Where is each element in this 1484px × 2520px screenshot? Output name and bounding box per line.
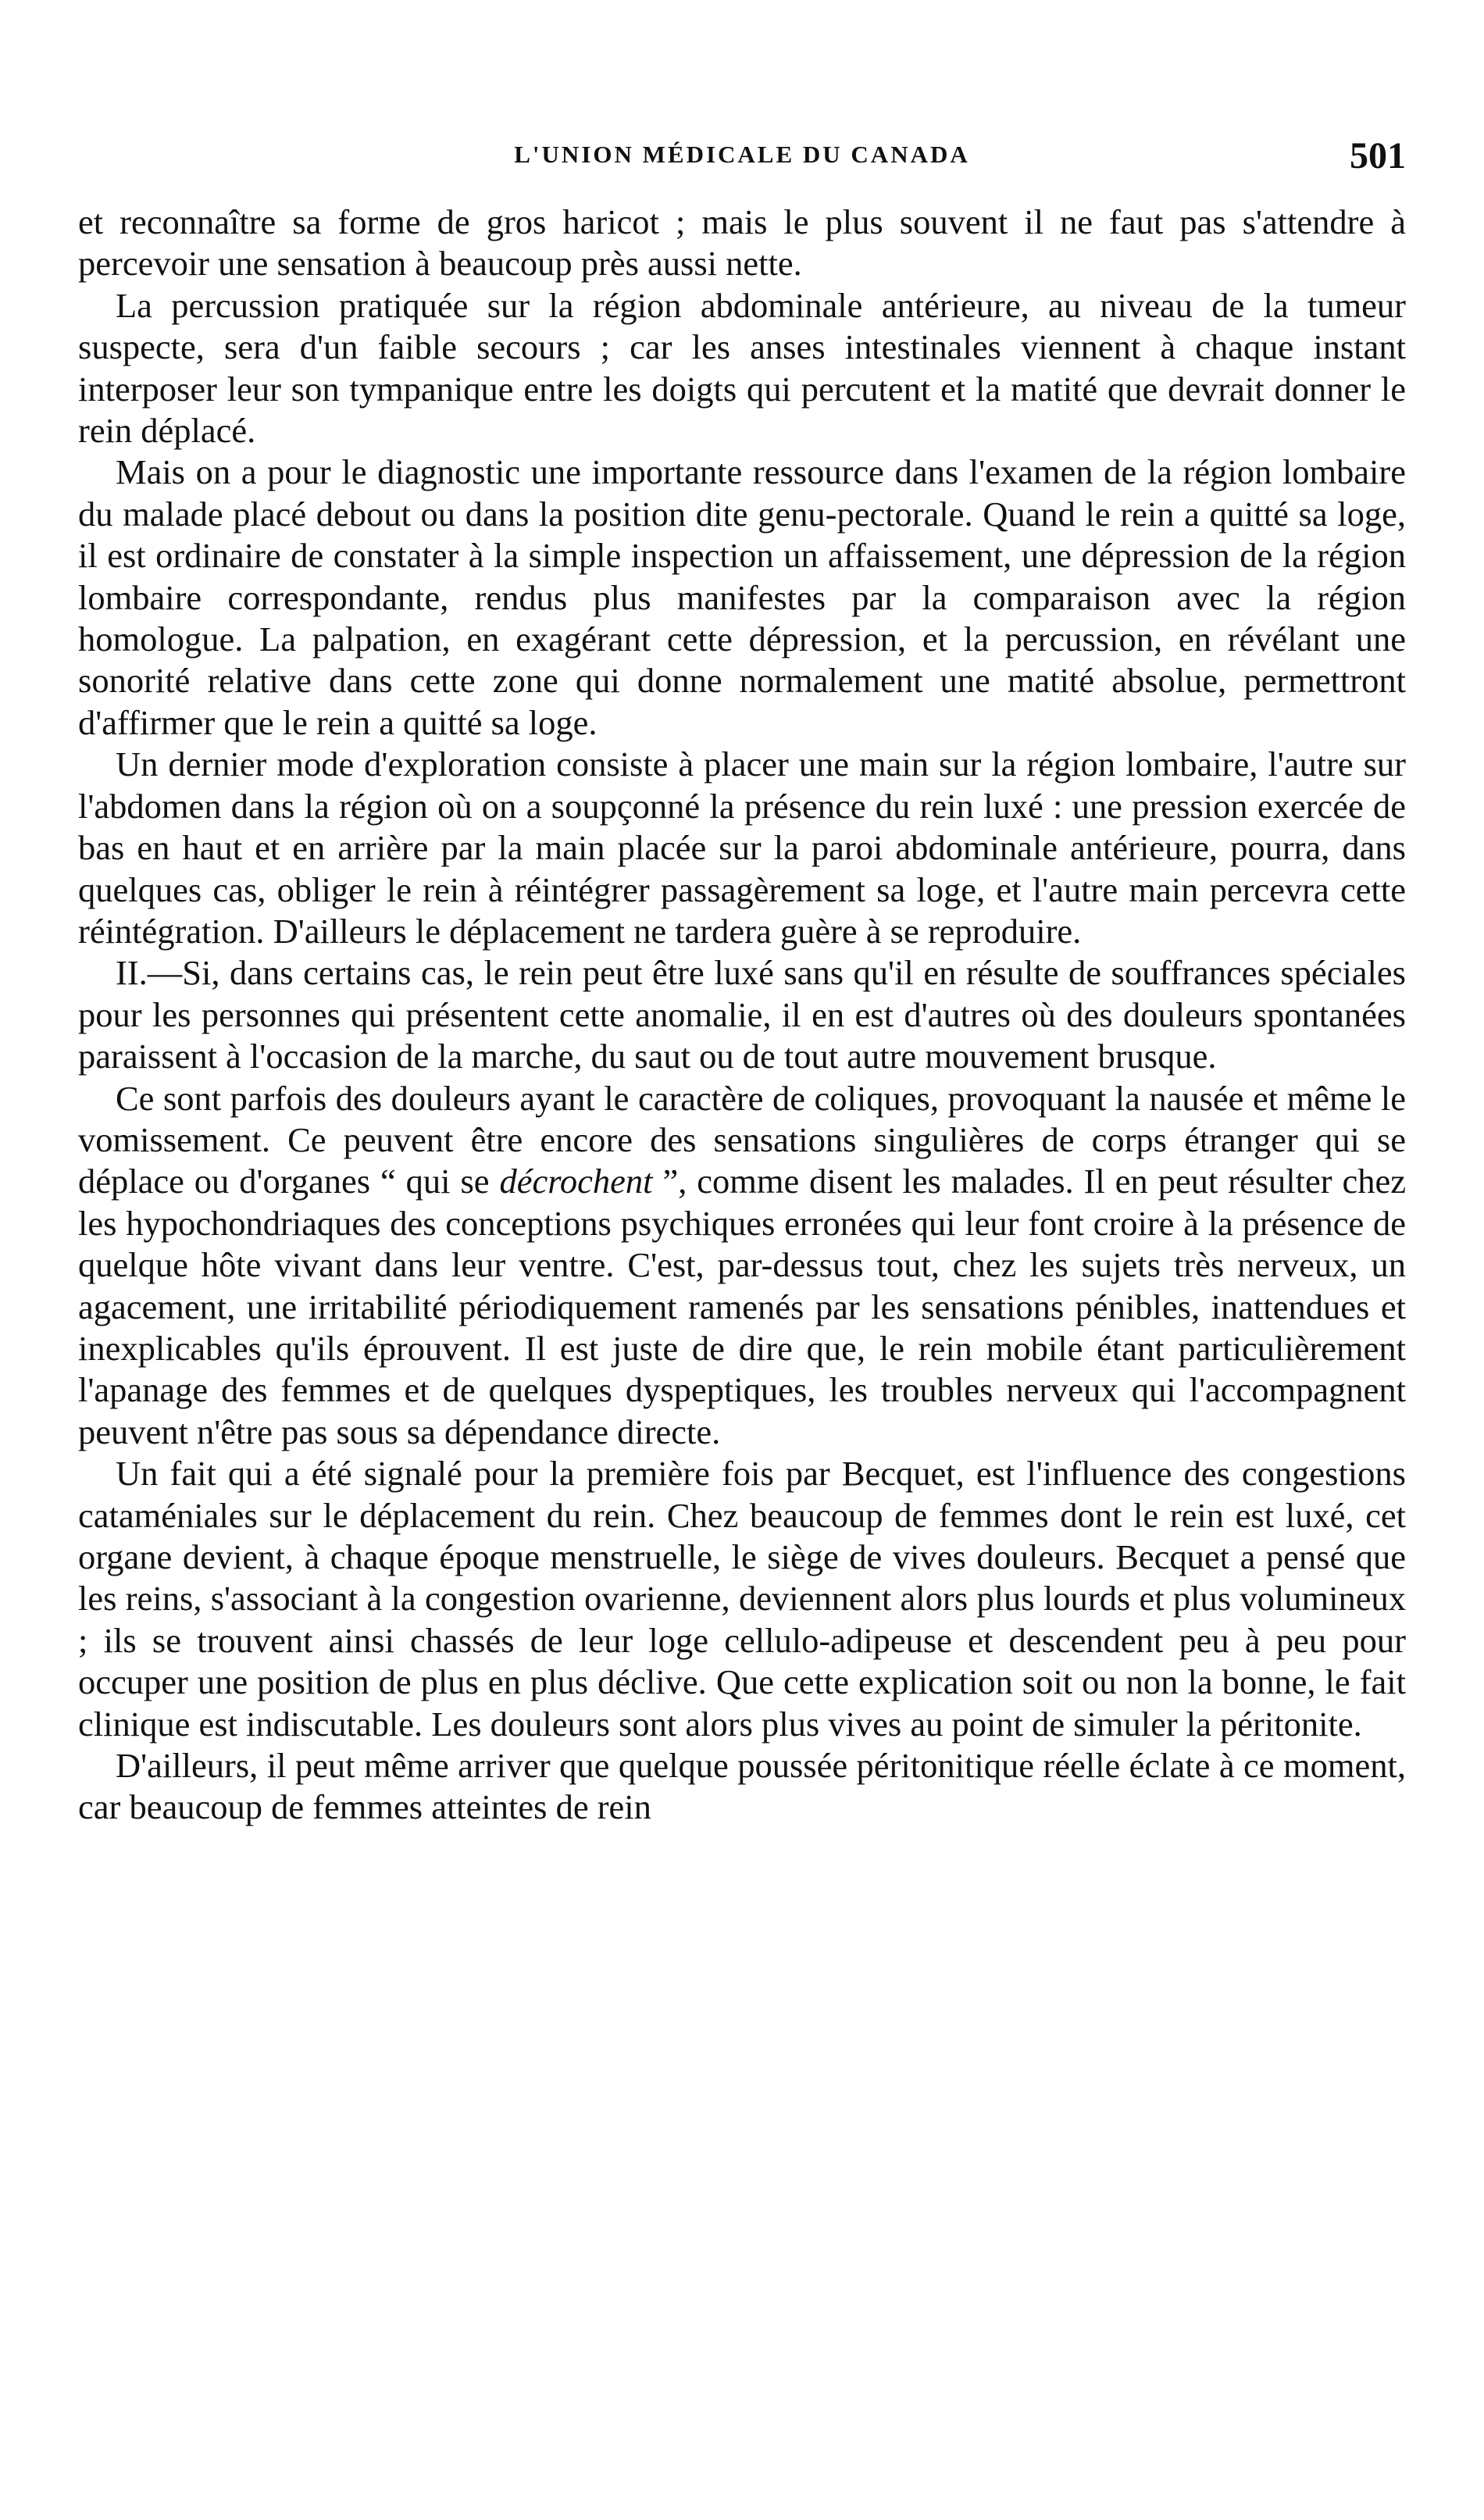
paragraph-1: et reconnaître sa forme de gros haricot ; mais le plus souvent il ne faut pas s'attendre à percevoir une sensation à beaucoup près aussi nette. [78, 202, 1406, 284]
paragraph-8: D'ailleurs, il peut même arriver que quelque poussée péritonitique réelle éclate à ce moment, car beaucoup de femmes atteintes de rein [78, 1746, 1406, 1827]
paragraph-2: La percussion pratiquée sur la région abdominale antérieure, au niveau de la tumeur suspecte, sera d'un faible secours ; car les anses intestinales viennent à chaque instant interposer leur son tympanique entre les doigts qui percutent et la matité que devrait donner le rein déplacé. [78, 285, 1406, 451]
paragraph-7: Un fait qui a été signalé pour la première fois par Becquet, est l'influence des congestions cataméniales sur le déplacement du rein. Chez beaucoup de femmes dont le rein est luxé, cet organe devient, à chaque époque menstruelle, le siège de vives douleurs. Becquet a pensé que les reins, s'associant à la congestion ovarienne, deviennent alors plus lourds et plus volumineux ; ils se trouvent ainsi chassés de leur loge cellulo-adipeuse et descendent peu à peu pour occuper une position de plus en plus déclive. Que cette explication soit ou non la bonne, le fait clinique est indiscutable. Les douleurs sont alors plus vives au point de simuler la péritonite. [78, 1454, 1406, 1744]
page-header [78, 135, 1406, 187]
running-title: L'UNION MÉDICALE DU CANADA [514, 141, 970, 168]
paragraph-3: Mais on a pour le diagnostic une importante ressource dans l'examen de la région lombaire du malade placé debout ou dans la position dite genu-pectorale. Quand le rein a quitté sa loge, il est ordinaire de constater à la simple inspection un affaissement, une dépression de la région lombaire correspondante, rendus plus manifestes par la comparaison avec la région homologue. La palpation, en exagérant cette dépression, et la percussion, en révélant une sonorité relative dans cette zone qui donne normalement une matité absolue, permettront d'affirmer que le rein a quitté sa loge. [78, 452, 1406, 742]
paragraph-5: II.—Si, dans certains cas, le rein peut être luxé sans qu'il en résulte de souffrances spéciales pour les personnes qui présentent cette anomalie, il en est d'autres où des douleurs spontanées paraissent à l'occasion de la marche, du saut ou de tout autre mouvement brusque. [78, 953, 1406, 1076]
body-text [78, 202, 1406, 1829]
paragraph-6-italic: décrochent [499, 1162, 653, 1201]
paragraph-4: Un dernier mode d'exploration consiste à placer une main sur la région lombaire, l'autre sur l'abdomen dans la région où on a soupçonné la présence du rein luxé : une pression exercée de bas en haut et en arrière par la main placée sur la paroi abdominale antérieure, pourra, dans quelques cas, obliger le rein à réintégrer passagèrement sa loge, et l'autre main percevra cette réintégration. D'ailleurs le déplacement ne tardera guère à se reproduire. [78, 744, 1406, 951]
paragraph-6-part-b: ”, comme disent les malades. Il en peut résulter chez les hypochondriaques des conceptions psychiques erronées qui leur font croire à la présence de quelque hôte vivant dans leur ventre. C'est, par-dessus tout, chez les sujets très nerveux, un agacement, une irritabilité périodiquement ramenés par les sensations pénibles, inattendues et inexplicables qu'ils éprouvent. Il est juste de dire que, le rein mobile étant particulièrement l'apanage des femmes et de quelques dyspeptiques, les troubles nerveux qui l'accompagnent peuvent n'être pas sous sa dépendance directe. [78, 1162, 1407, 1451]
page-number: 501 [1350, 135, 1406, 177]
paragraph-6 [78, 1078, 1406, 1454]
paragraph-6-part-a: Ce sont parfois des douleurs ayant le caractère de coliques, provoquant la nausée et même le vomissement. Ce peuvent être encore des sensations singulières de corps étranger qui se déplace ou d'organes “ qui se [78, 1078, 1406, 1201]
page [78, 135, 1407, 1829]
